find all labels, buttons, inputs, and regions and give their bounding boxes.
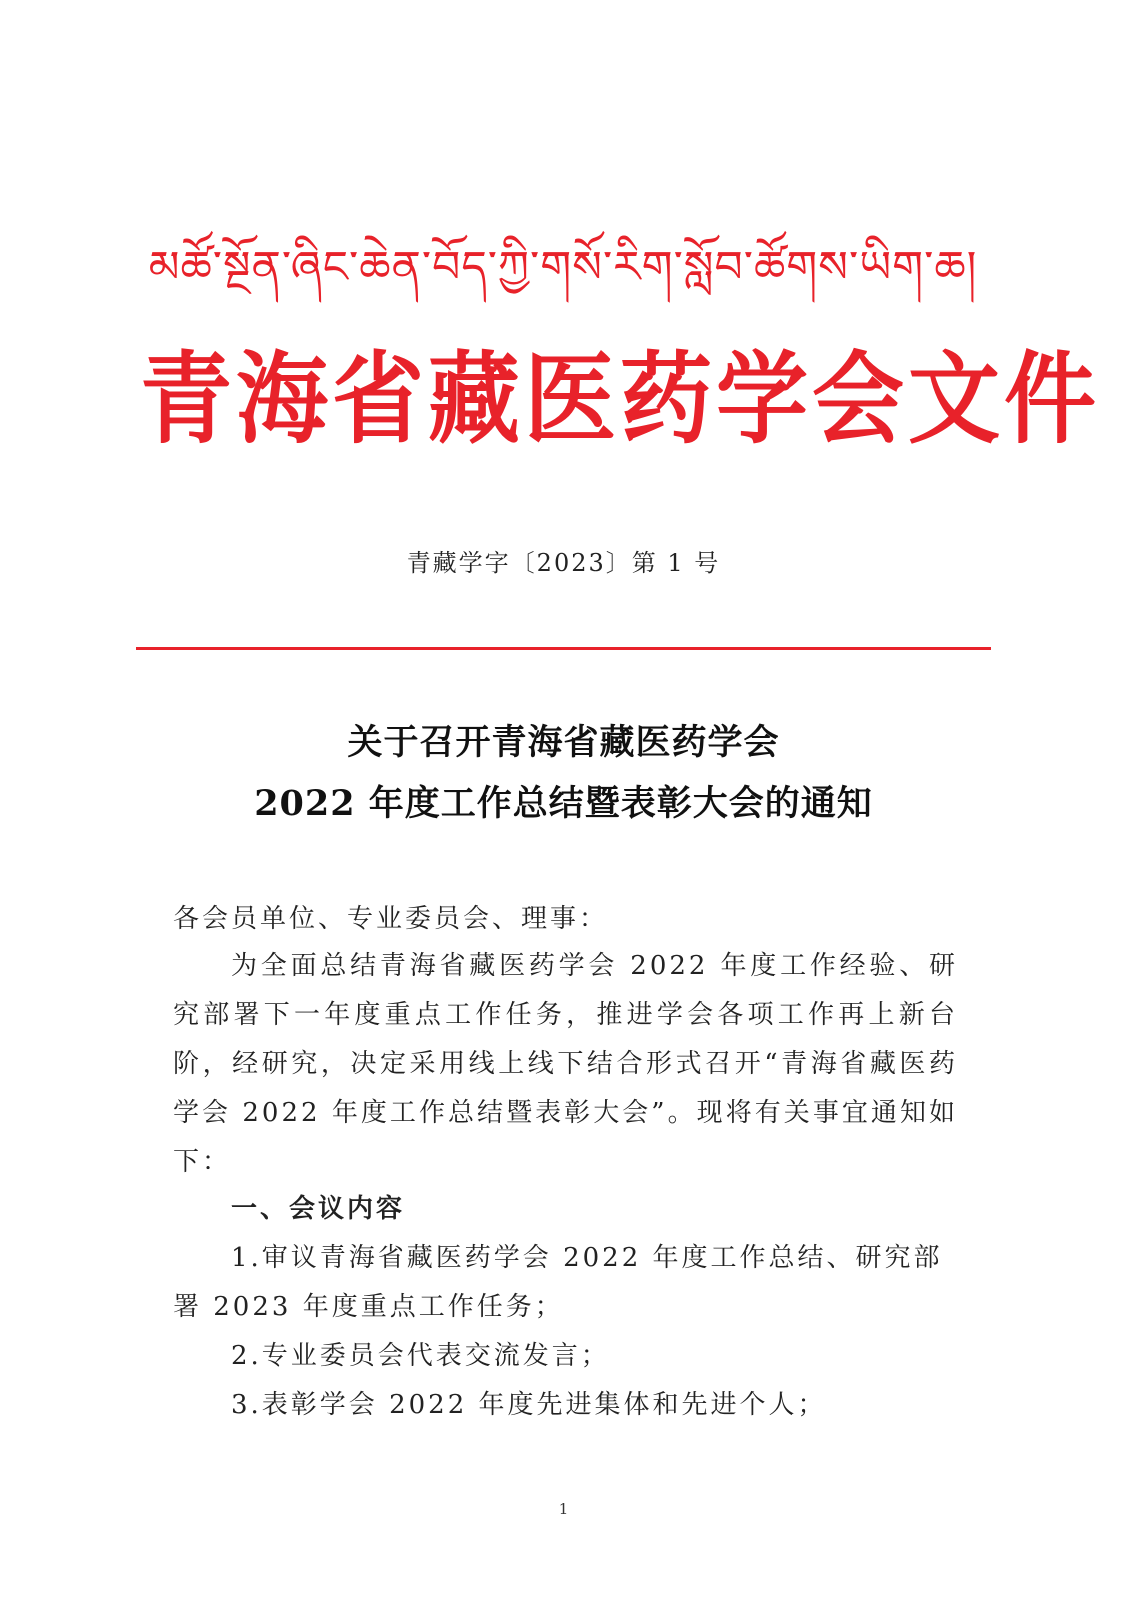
section-heading: 一、会议内容 — [231, 1194, 406, 1224]
document-number: 青藏学字〔2023〕第 1 号 — [406, 549, 721, 577]
body-paragraph: 为全面总结青海省藏医药学会 2022 年度工作经验、研究部署下一年度重点工作任务，推进学会各项工作再上新台阶，经研究，决定采用线上线下结合形式召开“青海省藏医药学会 2022 年度工作总结暨表彰大会”。现将有关事宜通知如下： — [173, 951, 958, 1177]
list-item-2: 2.专业委员会代表交流发言； — [231, 1341, 610, 1371]
list-item-1: 1.审议青海省藏医药学会 2022 年度工作总结、研究部 — [231, 1243, 943, 1273]
list-item-1-continued: 署 2023 年度重点工作任务； — [173, 1292, 564, 1322]
salutation: 各会员单位、专业委员会、理事： — [173, 904, 609, 934]
notice-title-line-2: 2022 年度工作总结暨表彰大会的通知 — [254, 783, 873, 824]
tibetan-header: མཚོ་སྔོན་ཞིང་ཆེན་བོད་ཀྱི་གསོ་རིག་སློབ་ཚོགས་ཡིག་ཆ། — [148, 242, 978, 293]
notice-title-line-1: 关于召开青海省藏医药学会 — [347, 722, 780, 763]
document-header-title: 青海省藏医药学会文件 — [140, 341, 1101, 458]
list-item-3: 3.表彰学会 2022 年度先进集体和先进个人； — [231, 1390, 827, 1420]
red-separator-rule — [136, 647, 991, 650]
page-number: 1 — [558, 1500, 569, 1518]
